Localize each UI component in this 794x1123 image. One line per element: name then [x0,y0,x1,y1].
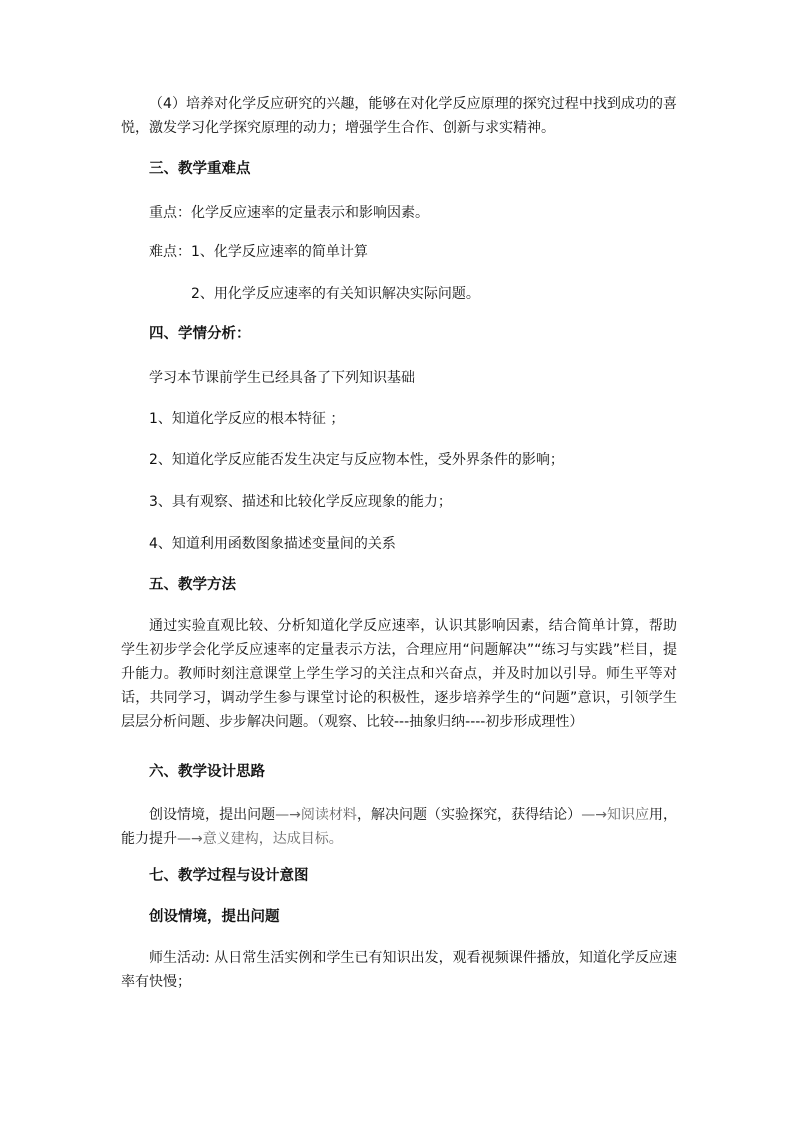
design-step-1: 创设情境，提出问题 [149,807,276,823]
heading-teaching-process: 七、教学过程与设计意图 [149,868,309,884]
heading-design-idea: 六、教学设计思路 [149,764,265,780]
heading-teaching-method: 五、教学方法 [149,577,236,593]
analysis-item-4: 4、知道利用函数图象描述变量间的关系 [149,536,396,552]
subheading-create-situation: 创设情境，提出问题 [149,909,280,925]
analysis-intro: 学习本节课前学生已经具备了下列知识基础 [149,370,415,386]
difficult-point-2: 2、用化学反应速率的有关知识解决实际问题。 [191,286,480,302]
key-point-line: 重点：化学反应速率的定量表示和影响因素。 [149,205,429,221]
design-step-3: 用，能力提升 [121,807,678,847]
design-idea-paragraph [121,803,677,851]
teaching-method-paragraph: 通过实验直观比较、分析知道化学反应速率，认识其影响因素，结合简单计算，帮助学生初步学会化学反应速率的定量表示方法，合理应用“问题解决”“练习与实践”栏目，提升能力。教师时刻注意课堂上学生学习的关注点和兴奋点，并及时加以引导。师生平等对话，共同学习，调动学生参与课堂讨论的积极性，逐步培养学生的“问题”意识，引领学生层层分析问题、步步解决问题。（观察、比较---抽象归纳----初步形成理性） [121,618,677,730]
design-arrow-3: —→意义建构，达成目标。 [177,831,343,847]
design-arrow-1: —→阅读材料 [275,807,357,823]
analysis-item-3: 3、具有观察、描述和比较化学反应现象的能力； [149,494,452,510]
goal-4-paragraph: （4）培养对化学反应研究的兴趣，能够在对化学反应原理的探究过程中找到成功的喜悦，激发学习化学探究原理的动力；增强学生合作、创新与求实精神。 [121,96,677,136]
analysis-item-1: 1、知道化学反应的根本特征 ； [149,411,345,427]
heading-student-analysis: 四、学情分析： [149,326,251,342]
difficult-point-1: 难点：1、化学反应速率的简单计算 [149,244,368,260]
heading-key-difficult-points: 三、教学重难点 [149,161,251,177]
analysis-item-2: 2、知道化学反应能否发生决定与反应物本性，受外界条件的影响； [149,452,564,468]
design-arrow-2: —→知识应 [581,807,649,823]
teacher-student-activity-paragraph: 师生活动: 从日常生活实例和学生已有知识出发，观看视频课件播放，知道化学反应速率有快慢； [121,950,677,990]
design-step-2: ，解决问题（实验探究，获得结论） [356,807,582,823]
